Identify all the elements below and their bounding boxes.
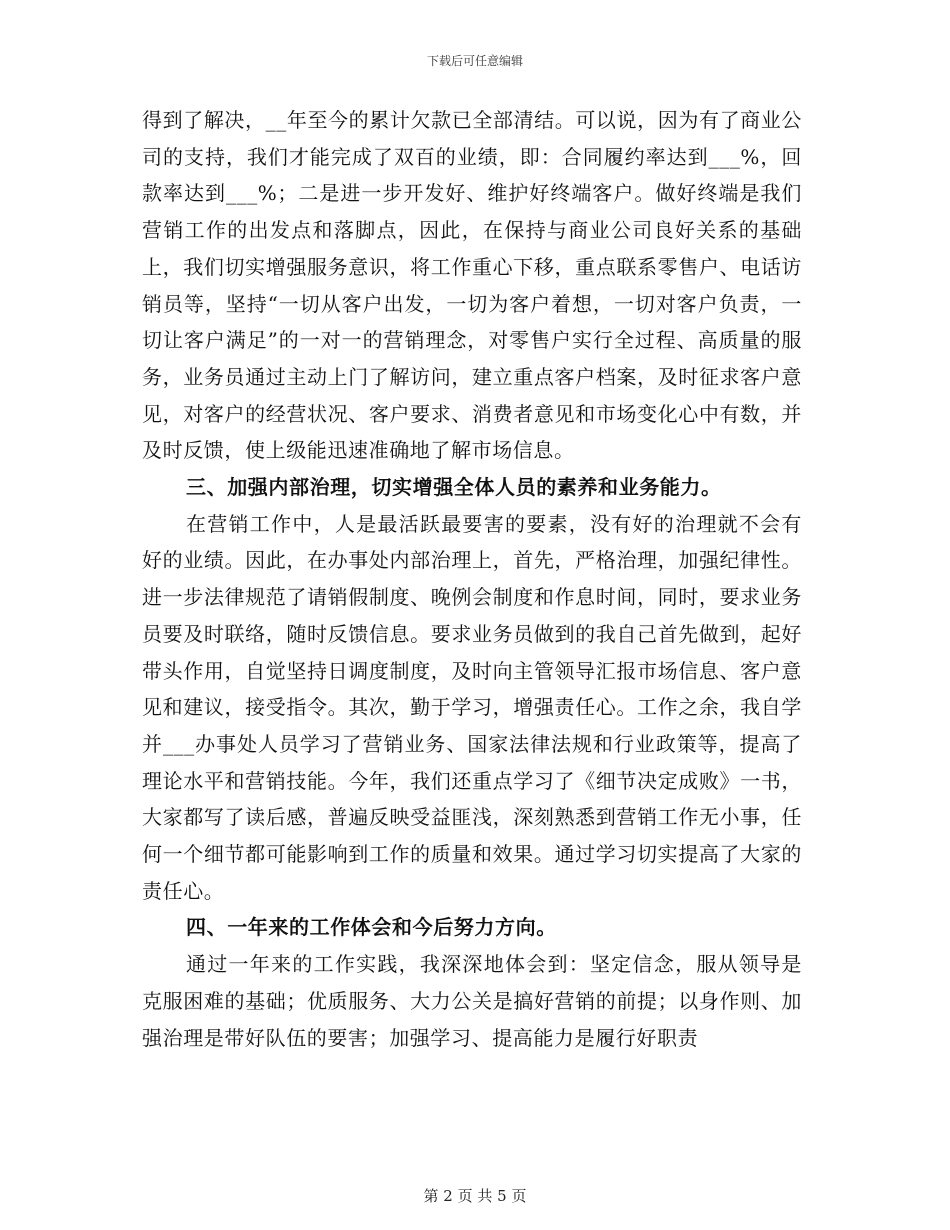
section-heading-3: 三、加强内部治理，切实增强全体人员的素养和业务能力。 [186,475,722,500]
body-paragraph-section-4: 通过一年来的工作实践，我深深地体会到：坚定信念，服从领导是克服困难的基础；优质服务、大力公关是搞好营销的前提；以身作则、加强治理是带好队伍的要害；加强学习、提高能力是履行好职责 [142,952,802,1050]
body-paragraph-continued: 得到了解决，__年至今的累计欠款已全部清结。可以说，因为有了商业公司的支持，我们才能完成了双百的业绩，即：合同履约率达到___%，回款率达到___%；二是进一步开发好、维护好终端客户。做好终端是我们营销工作的出发点和落脚点，因此，在保持与商业公司良好关系的基础上，我们切实增强服务意识，将工作重心下移，重点联系零售户、电话访销员等，坚持“一切从客户出发，一切为客户着想，一切对客户负责，一切让客户满足”的一对一的营销理念，对零售户实行全过程、高质量的服务，业务员通过主动上门了解访问，建立重点客户档案，及时征求客户意见，对客户的经营状况、客户要求、消费者意见和市场变化心中有数，并及时反馈，使上级能迅速准确地了解市场信息。 [142,108,802,463]
body-paragraph-section-3: 在营销工作中，人是最活跃最要害的要素，没有好的治理就不会有好的业绩。因此，在办事处内部治理上，首先，严格治理，加强纪律性。进一步法律规范了请销假制度、晚例会制度和作息时间，同时，要求业务员要及时联络，随时反馈信息。要求业务员做到的我自己首先做到，起好带头作用，自觉坚持日调度制度，及时向主管领导汇报市场信息、客户意见和建议，接受指令。其次，勤于学习，增强责任心。工作之余，我自学并___办事处人员学习了营销业务、国家法律法规和行业政策等，提高了理论水平和营销技能。今年，我们还重点学习了《细节决定成败》一书，大家都写了读后感，普遍反映受益匪浅，深刻熟悉到营销工作无小事，任何一个细节都可能影响到工作的质量和效果。通过学习切实提高了大家的责任心。 [142,511,802,903]
page-header: 下载后可任意编辑 [426,54,523,68]
section-heading-4: 四、一年来的工作体会和今后努力方向。 [186,915,557,940]
document-body [142,102,802,1056]
page-number-footer: 第 2 页 共 5 页 [423,1187,527,1205]
